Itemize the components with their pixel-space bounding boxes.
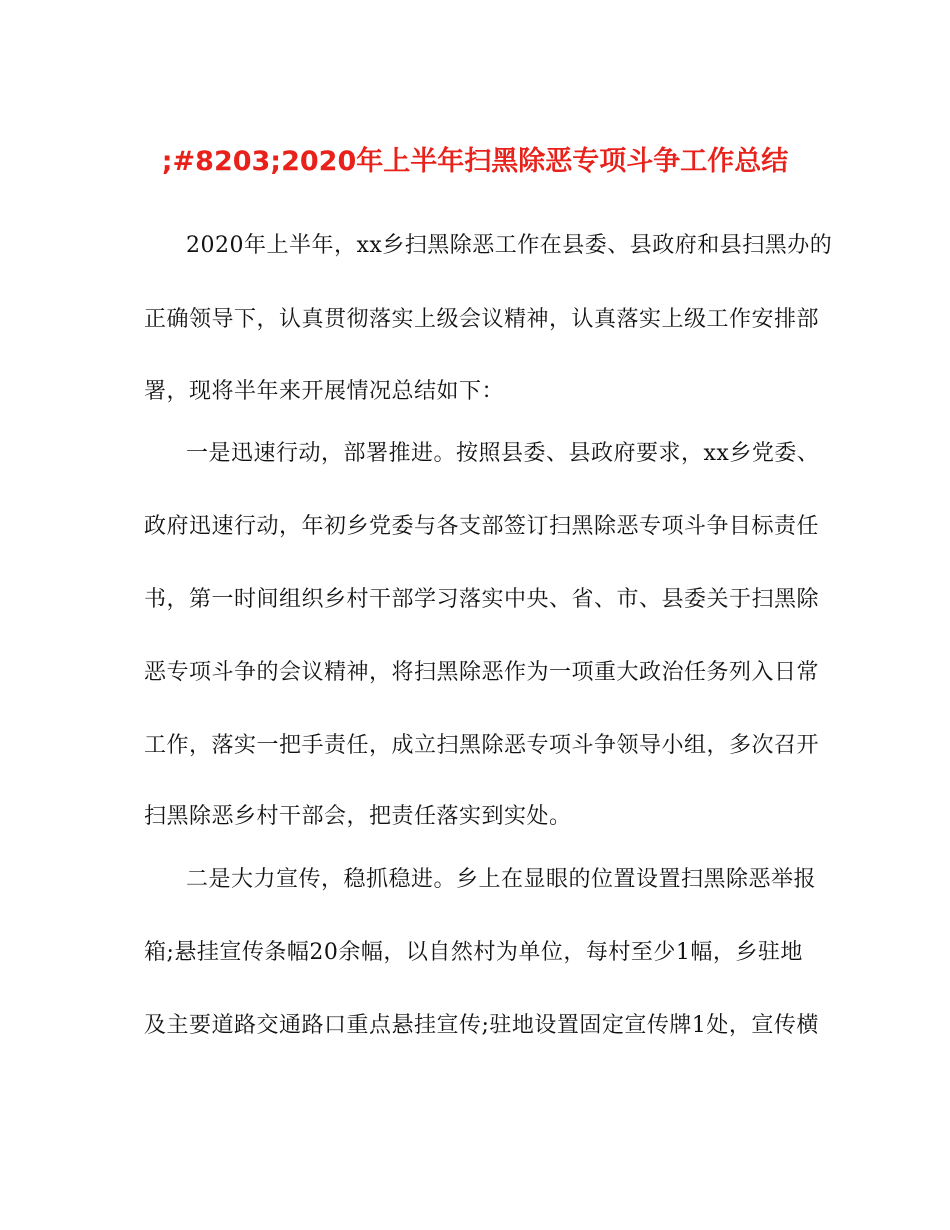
paragraph-1-line-2: 正确领导下，认真贯彻落实上级会议精神，认真落实上级工作安排部: [144, 307, 820, 332]
paragraph-1-line-1: 2020年上半年，xx乡扫黑除恶工作在县委、县政府和县扫黑办的: [186, 233, 833, 258]
paragraph-2-line-3: 书，第一时间组织乡村干部学习落实中央、省、市、县委关于扫黑除: [144, 587, 820, 612]
document-title: ;#8203;2020年上半年扫黑除恶专项斗争工作总结: [161, 146, 789, 177]
paragraph-2-line-5: 工作，落实一把手责任，成立扫黑除恶专项斗争领导小组，多次召开: [144, 733, 820, 758]
paragraph-3-line-3: 及主要道路交通路口重点悬挂宣传;驻地设置固定宣传牌1处，宣传横: [144, 1013, 819, 1038]
paragraph-3-line-2: 箱;悬挂宣传条幅20余幅，以自然村为单位，每村至少1幅，乡驻地: [144, 940, 803, 965]
paragraph-2-line-6: 扫黑除恶乡村干部会，把责任落实到实处。: [144, 804, 572, 829]
paragraph-2-line-1: 一是迅速行动，部署推进。按照县委、县政府要求，xx乡党委、: [186, 441, 820, 466]
paragraph-3-line-1: 二是大力宣传，稳抓稳进。乡上在显眼的位置设置扫黑除恶举报: [186, 867, 817, 892]
paragraph-2-line-4: 恶专项斗争的会议精神，将扫黑除恶作为一项重大政治任务列入日常: [144, 660, 820, 685]
paragraph-2-line-2: 政府迅速行动，年初乡党委与各支部签订扫黑除恶专项斗争目标责任: [144, 514, 820, 539]
paragraph-1-line-3: 署，现将半年来开展情况总结如下：: [144, 379, 505, 404]
